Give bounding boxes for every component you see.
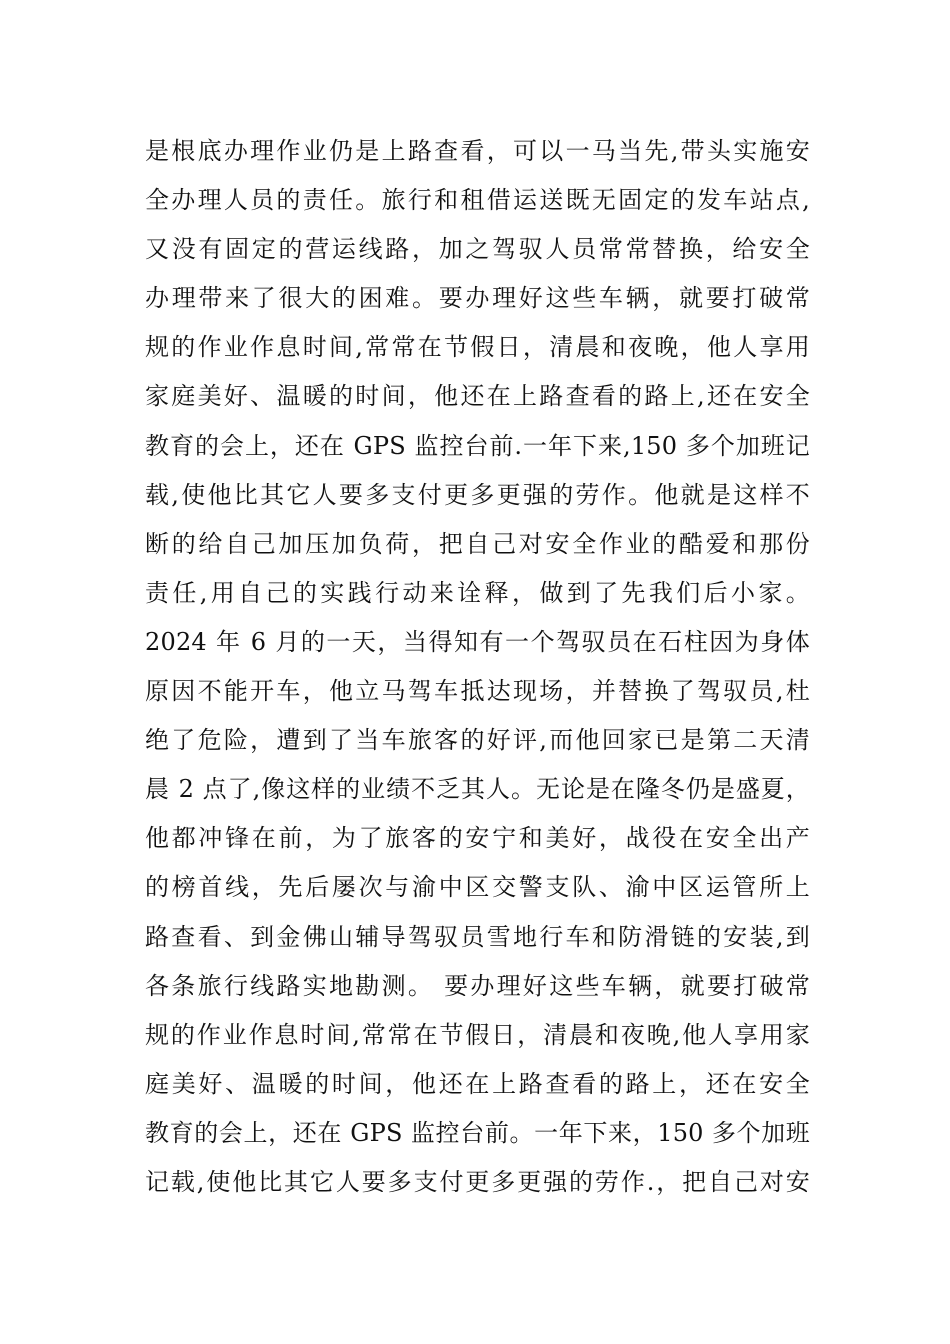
text-line: 绝了危险，遭到了当车旅客的好评,而他回家已是第二天清 xyxy=(145,726,810,755)
text-line: 2024 年 6 月的一天，当得知有一个驾驭员在石柱因为身体 xyxy=(145,627,810,656)
text-line: 路查看、到金佛山辅导驾驭员雪地行车和防滑链的安装,到 xyxy=(145,922,810,951)
text-line: 家庭美好、温暖的时间，他还在上路查看的路上,还在安全 xyxy=(145,382,810,411)
text-line: 规的作业作息时间,常常在节假日，清晨和夜晚，他人享用 xyxy=(145,333,810,362)
text-line: 原因不能开车，他立马驾车抵达现场，并替换了驾驭员,杜 xyxy=(145,677,810,706)
text-line: 庭美好、温暖的时间，他还在上路查看的路上，还在安全 xyxy=(145,1069,810,1098)
text-line: 规的作业作息时间,常常在节假日，清晨和夜晚,他人享用家 xyxy=(145,1020,810,1049)
text-line: 各条旅行线路实地勘测。 要办理好这些车辆，就要打破常 xyxy=(145,971,810,1000)
text-line: 责任,用自己的实践行动来诠释，做到了先我们后小家。 xyxy=(145,578,810,607)
text-line: 断的给自己加压加负荷，把自己对安全作业的酷爱和那份 xyxy=(145,529,810,558)
text-line: 办理带来了很大的困难。要办理好这些车辆，就要打破常 xyxy=(145,284,810,313)
text-line: 全办理人员的责任。旅行和租借运送既无固定的发车站点, xyxy=(145,186,810,215)
text-line: 是根底办理作业仍是上路查看，可以一马当先,带头实施安 xyxy=(145,137,810,165)
text-line: 记载,使他比其它人要多支付更多更强的劳作.，把自己对安 xyxy=(145,1167,810,1196)
text-line: 又没有固定的营运线路，加之驾驭人员常常替换，给安全 xyxy=(145,235,810,264)
text-line: 教育的会上，还在 GPS 监控台前.一年下来,150 多个加班记 xyxy=(145,431,810,460)
text-line: 教育的会上，还在 GPS 监控台前。一年下来，150 多个加班 xyxy=(145,1118,810,1147)
body-text xyxy=(145,127,810,1207)
text-line: 的榜首线，先后屡次与渝中区交警支队、渝中区运管所上 xyxy=(145,873,810,902)
text-line: 他都冲锋在前，为了旅客的安宁和美好，战役在安全出产 xyxy=(145,824,810,853)
text-line: 晨 2 点了,像这样的业绩不乏其人。无论是在隆冬仍是盛夏， xyxy=(145,775,810,804)
text-line: 载,使他比其它人要多支付更多更强的劳作。他就是这样不 xyxy=(145,480,810,509)
